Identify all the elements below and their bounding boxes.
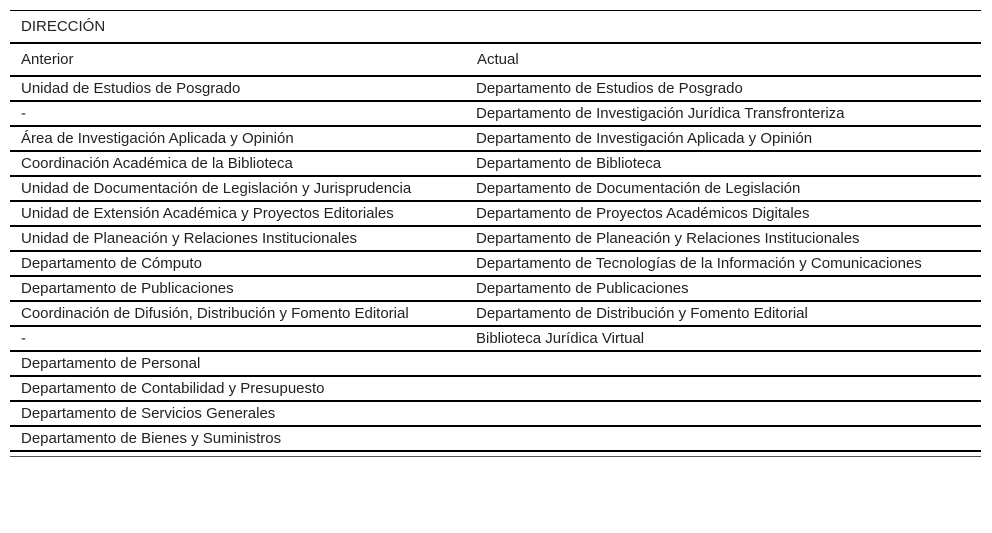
column-header-actual: Actual [466, 43, 981, 76]
cell-anterior: - [10, 326, 466, 351]
cell-actual: Biblioteca Jurídica Virtual [466, 326, 981, 351]
cell-actual: Departamento de Distribución y Fomento Editorial [466, 301, 981, 326]
cell-anterior: Departamento de Contabilidad y Presupuesto [10, 376, 466, 401]
table-row [10, 301, 981, 326]
cell-actual [466, 426, 981, 451]
table-row [10, 201, 981, 226]
table-row [10, 101, 981, 126]
cell-actual: Departamento de Publicaciones [466, 276, 981, 301]
cell-anterior: - [10, 101, 466, 126]
table-row [10, 226, 981, 251]
cell-actual [466, 401, 981, 426]
cell-anterior: Departamento de Bienes y Suministros [10, 426, 466, 451]
cell-actual: Departamento de Planeación y Relaciones Institucionales [466, 226, 981, 251]
cell-actual: Departamento de Tecnologías de la Información y Comunicaciones [466, 251, 981, 276]
cell-actual [466, 351, 981, 376]
table-row [10, 426, 981, 451]
cell-anterior: Departamento de Servicios Generales [10, 401, 466, 426]
cell-actual: Departamento de Investigación Aplicada y Opinión [466, 126, 981, 151]
cell-anterior: Coordinación de Difusión, Distribución y Fomento Editorial [10, 301, 466, 326]
cell-anterior: Departamento de Publicaciones [10, 276, 466, 301]
table-container [10, 10, 981, 457]
table-title-row [10, 11, 981, 44]
table-title: DIRECCIÓN [10, 11, 981, 44]
table-row [10, 401, 981, 426]
table-row [10, 251, 981, 276]
table-row [10, 151, 981, 176]
cell-anterior: Unidad de Estudios de Posgrado [10, 76, 466, 101]
table-row [10, 276, 981, 301]
table-row [10, 326, 981, 351]
cell-actual [466, 376, 981, 401]
cell-anterior: Área de Investigación Aplicada y Opinión [10, 126, 466, 151]
cell-anterior: Unidad de Planeación y Relaciones Institucionales [10, 226, 466, 251]
direction-table [10, 10, 981, 452]
table-row [10, 376, 981, 401]
table-bottom-rule [10, 456, 981, 457]
cell-anterior: Departamento de Cómputo [10, 251, 466, 276]
table-row [10, 76, 981, 101]
cell-anterior: Coordinación Académica de la Biblioteca [10, 151, 466, 176]
cell-actual: Departamento de Estudios de Posgrado [466, 76, 981, 101]
cell-anterior: Departamento de Personal [10, 351, 466, 376]
column-header-anterior: Anterior [10, 43, 466, 76]
cell-anterior: Unidad de Documentación de Legislación y Jurisprudencia [10, 176, 466, 201]
cell-anterior: Unidad de Extensión Académica y Proyectos Editoriales [10, 201, 466, 226]
cell-actual: Departamento de Proyectos Académicos Digitales [466, 201, 981, 226]
cell-actual: Departamento de Investigación Jurídica Transfronteriza [466, 101, 981, 126]
cell-actual: Departamento de Documentación de Legislación [466, 176, 981, 201]
table-row [10, 351, 981, 376]
table-row [10, 176, 981, 201]
table-header-row [10, 43, 981, 76]
cell-actual: Departamento de Biblioteca [466, 151, 981, 176]
table-row [10, 126, 981, 151]
